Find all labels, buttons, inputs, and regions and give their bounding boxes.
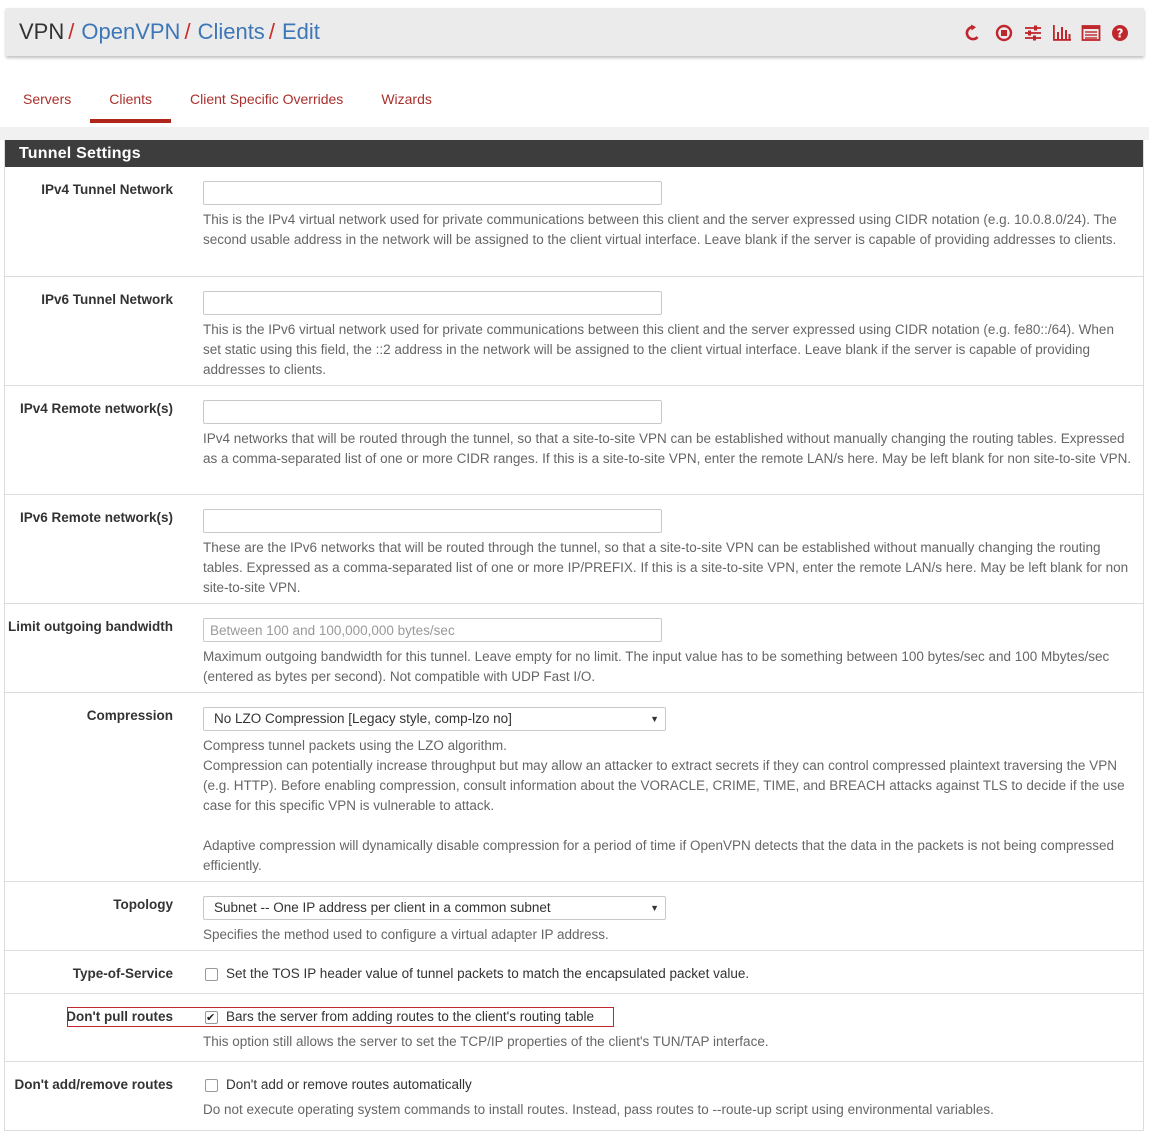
help-text: This option still allows the server to set the TCP/IP properties of the client's TUN/TAP interface. — [203, 1034, 769, 1049]
toolbar — [965, 22, 1130, 44]
field-label: IPv4 Remote network(s) — [19, 401, 173, 416]
breadcrumb-edit[interactable]: Edit — [281, 19, 320, 44]
form-row-pull-routes — [5, 993, 1143, 1061]
form-row-compression — [5, 692, 1143, 881]
breadcrumb-root: VPN — [19, 19, 65, 44]
help-text: Specifies the method used to configure a virtual adapter IP address. — [203, 927, 609, 942]
ipv4-remote-network-input[interactable] — [203, 400, 662, 424]
form-row-ipv4-remote — [5, 385, 1143, 494]
help-text: This is the IPv6 virtual network used for private communications between this client and the server expressed using CIDR notation (e.g. fe80::/64). When set static using this field, the ::2 address in the network will be assigned to the client virtual interface. Leave blank if the server is capable of providing addresses to clients. — [203, 322, 1114, 377]
divider — [0, 127, 1149, 140]
breadcrumb — [19, 19, 320, 45]
breadcrumb-clients[interactable]: Clients — [197, 19, 265, 44]
ipv6-remote-network-input[interactable] — [203, 509, 662, 533]
field-label: IPv6 Tunnel Network — [41, 292, 173, 307]
field-label: IPv4 Tunnel Network — [41, 182, 173, 197]
field-label: Type-of-Service — [72, 966, 173, 981]
page-header — [6, 8, 1144, 56]
stop-icon[interactable] — [994, 23, 1014, 43]
tunnel-settings-panel — [4, 140, 1144, 1131]
compression-select[interactable] — [203, 707, 666, 731]
field-label: Don't add/remove routes — [14, 1077, 173, 1092]
bar-chart-icon[interactable] — [1052, 23, 1072, 43]
tab-servers[interactable]: Servers — [23, 91, 72, 107]
svg-text:?: ? — [1116, 26, 1124, 41]
breadcrumb-separator: / — [268, 19, 275, 44]
sliders-icon[interactable] — [1023, 23, 1043, 43]
field-label: IPv6 Remote network(s) — [19, 510, 173, 525]
form-row-bandwidth — [5, 603, 1143, 692]
topology-selected-value: Subnet -- One IP address per client in a common subnet — [214, 900, 551, 915]
help-text: These are the IPv6 networks that will be routed through the tunnel, so that a site-to-site VPN can be established without manually changing the routing tables. Expressed as a comma-separated list of one or more IP/PREFIX. If this is a site-to-site VPN, enter the remote LAN/s here. May be left blank for non site-to-site VPN. — [203, 540, 1129, 595]
dont-add-routes-checkbox[interactable] — [205, 1079, 218, 1092]
log-icon[interactable] — [1081, 23, 1101, 43]
help-text: Adaptive compression will dynamically disable compression for a period of time if OpenVPN detects that the data in the packets is not being compressed efficiently. — [203, 838, 1114, 873]
help-text: Compress tunnel packets using the LZO algorithm. — [203, 738, 507, 753]
form-row-add-routes — [5, 1061, 1143, 1130]
help-text: This is the IPv4 virtual network used for private communications between this client and the server expressed using CIDR notation (e.g. 10.0.8.0/24). The second usable address in the network will be assigned to the client virtual interface. Leave blank if the server is capable of providing addresses to clients. — [203, 212, 1117, 247]
field-label: Don't pull routes — [66, 1009, 173, 1024]
reload-icon[interactable] — [965, 23, 985, 43]
field-label: Topology — [113, 897, 173, 912]
help-text: Compression can potentially increase throughput but may allow an attacker to extract secrets if they can control compressed plaintext traversing the VPN (e.g. HTTP). Before enabling compression, consult information about the VORACLE, CRIME, TIME, and BREACH attacks against TLS to decide if the use case for this specific VPN is vulnerable to attack. — [203, 758, 1125, 813]
panel-title: Tunnel Settings — [5, 140, 1143, 167]
form-row-tos — [5, 950, 1143, 993]
help-text: Maximum outgoing bandwidth for this tunnel. Leave empty for no limit. The input value has to be something between 100 bytes/sec and 100 Mbytes/sec (entered as bytes per second). Not compatible with UDP Fast I/O. — [203, 649, 1110, 684]
tab-bar — [4, 80, 451, 126]
chevron-down-icon: ▼ — [650, 903, 659, 913]
tab-clients[interactable]: Clients — [90, 80, 171, 124]
checkbox-label: Bars the server from adding routes to the client's routing table — [226, 1009, 595, 1024]
field-label: Limit outgoing bandwidth — [8, 619, 173, 634]
help-text: IPv4 networks that will be routed through the tunnel, so that a site-to-site VPN can be established without manually changing the routing tables. Expressed as a comma-separated list of one or more CIDR ranges. If this is a site-to-site VPN, enter the remote LAN/s here. May be left blank for non site-to-site VPN. — [203, 431, 1132, 466]
topology-select[interactable] — [203, 896, 666, 920]
field-label: Compression — [86, 708, 173, 723]
checkbox-label: Don't add or remove routes automatically — [226, 1077, 472, 1092]
tos-checkbox[interactable] — [205, 968, 218, 981]
help-icon[interactable] — [1110, 23, 1130, 43]
ipv6-tunnel-network-input[interactable] — [203, 291, 662, 315]
form-row-ipv6-remote — [5, 494, 1143, 603]
form-row-topology — [5, 881, 1143, 950]
bandwidth-input[interactable] — [203, 618, 662, 642]
highlight-box — [67, 1007, 614, 1027]
breadcrumb-openvpn[interactable]: OpenVPN — [81, 19, 181, 44]
chevron-down-icon: ▼ — [650, 714, 659, 724]
breadcrumb-separator: / — [68, 19, 75, 44]
help-text: Do not execute operating system commands to install routes. Instead, pass routes to --route-up script using environmental variables. — [203, 1102, 994, 1117]
checkbox-label: Set the TOS IP header value of tunnel packets to match the encapsulated packet value. — [226, 966, 750, 981]
form-row-ipv6-tunnel — [5, 276, 1143, 385]
tab-client-specific-overrides[interactable]: Client Specific Overrides — [190, 91, 344, 107]
ipv4-tunnel-network-input[interactable] — [203, 181, 662, 205]
breadcrumb-separator: / — [184, 19, 191, 44]
form-row-ipv4-tunnel — [5, 167, 1143, 275]
tab-wizards[interactable]: Wizards — [381, 91, 432, 107]
compression-selected-value: No LZO Compression [Legacy style, comp-lzo no] — [214, 711, 512, 726]
